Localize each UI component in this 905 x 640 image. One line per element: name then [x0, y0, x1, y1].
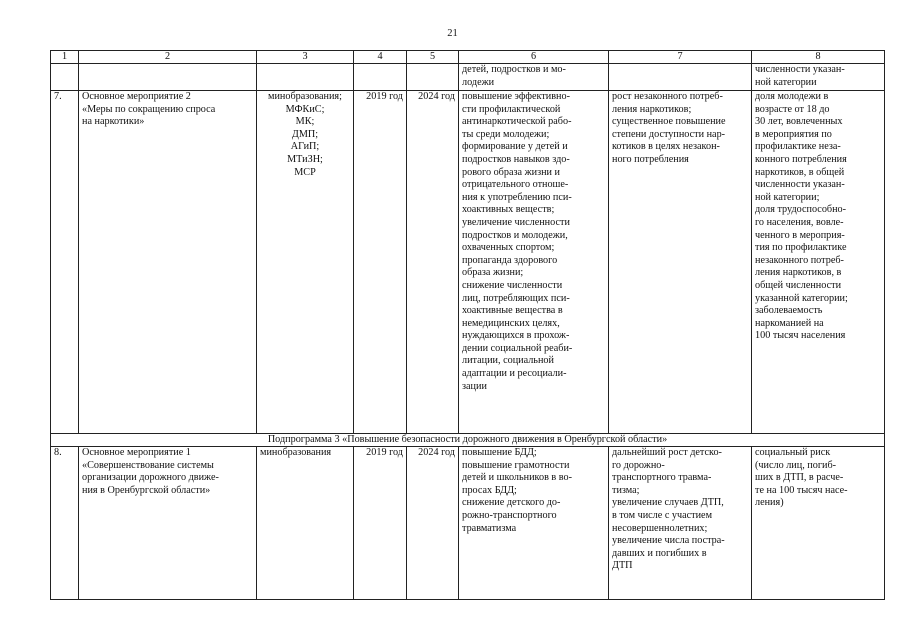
- cell-text-line: повышение эффективно-: [462, 91, 570, 102]
- cell-text-line: заболеваемость: [755, 305, 823, 317]
- cell-text-line: адаптации и ресоциали-: [462, 368, 567, 380]
- cell-text-line: пропаганда здорового: [462, 254, 558, 266]
- cell-text-line: охваченных спортом;: [462, 242, 555, 254]
- executors-cell: [257, 91, 354, 434]
- cell-text-line: ДТП: [612, 560, 633, 572]
- cell-text-line: литации, социальной: [462, 355, 554, 367]
- column-number: 2: [79, 51, 257, 64]
- measure-name-cell: [79, 91, 257, 434]
- cell-text-line: МФКиС;: [285, 103, 325, 115]
- executors-cell: [257, 447, 354, 600]
- cell-text-line: численности указан-: [755, 179, 845, 191]
- row-number: 7.: [51, 91, 79, 434]
- results-cell: [459, 91, 609, 434]
- row-number: 8.: [51, 447, 79, 600]
- cell-text-line: в мероприятия по: [755, 128, 832, 140]
- column-number-row: [51, 51, 885, 64]
- cell-text-line: снижение детского до-: [462, 497, 561, 509]
- cell-text-line: Основное мероприятие 2: [82, 91, 191, 102]
- cell-text-line: зации: [462, 380, 487, 392]
- table-row: [51, 447, 885, 600]
- cell-text-line: конного потребления: [755, 153, 847, 165]
- cell-text-line: тия по профилактике: [755, 242, 847, 254]
- cell-text-line: доля трудоспособно-: [755, 204, 847, 216]
- cell-text-line: лодежи: [462, 76, 495, 88]
- cell-text-line: подростков и молодежи,: [462, 229, 568, 241]
- program-table: [50, 50, 885, 600]
- cell-text-line: сти профилактической: [462, 103, 561, 115]
- cell-text-line: существенное повышение: [612, 116, 726, 128]
- cell-text-line: МК;: [295, 116, 315, 128]
- cell-text-line: го дорожно-: [612, 459, 665, 471]
- cell-text-line: отрицательного отноше-: [462, 179, 569, 191]
- cell-text-line: лиц, потребляющих пси-: [462, 292, 570, 304]
- consequences-cell: [609, 91, 752, 434]
- cell-text-line: нуждающихся в прохож-: [462, 330, 570, 342]
- column-number: 3: [257, 51, 354, 64]
- cell-text-line: антинаркотической рабо-: [462, 116, 572, 128]
- continuation-indicators-cell: [752, 64, 885, 91]
- cell-text-line: ного потребления: [612, 153, 689, 165]
- cell-text-line: давших и погибших в: [612, 547, 707, 559]
- cell-text-line: дальнейший рост детско-: [612, 447, 722, 458]
- cell-text-line: ния в Оренбургской области»: [82, 484, 211, 496]
- cell-text-line: ДМП;: [291, 128, 319, 140]
- cell-text-line: тизма;: [612, 484, 640, 496]
- column-number: 1: [51, 51, 79, 64]
- cell-text-line: (число лиц, погиб-: [755, 459, 837, 471]
- subprogram-row: [51, 434, 885, 447]
- cell-text-line: ления наркотиков;: [612, 103, 692, 115]
- cell-text-line: рожно-транспортного: [462, 509, 557, 521]
- cell-text-line: минобразования;: [268, 91, 342, 102]
- continuation-row: [51, 64, 885, 91]
- cell-text-line: организации дорожного движе-: [82, 472, 219, 484]
- cell-text-line: котиков в целях незакон-: [612, 141, 720, 153]
- cell-text-line: го населения, вовле-: [755, 216, 844, 228]
- end-year-cell: 2024 год: [407, 91, 459, 434]
- results-cell: [459, 447, 609, 600]
- table-row: [51, 91, 885, 434]
- cell-text-line: профилактике неза-: [755, 141, 841, 153]
- cell-text-line: рост незаконного потреб-: [612, 91, 723, 102]
- column-number: 4: [354, 51, 407, 64]
- cell-text-line: степени доступности нар-: [612, 128, 726, 140]
- cell-text-line: детей и школьников в во-: [462, 472, 573, 484]
- start-year-cell: 2019 год: [354, 447, 407, 600]
- cell-text-line: дении социальной реаби-: [462, 342, 573, 354]
- cell-text-line: хоактивных веществ;: [462, 204, 555, 216]
- cell-text-line: рового образа жизни и: [462, 166, 560, 178]
- cell-text-line: общей численности: [755, 279, 842, 291]
- cell-text-line: немедицинских целях,: [462, 317, 560, 329]
- column-number: 5: [407, 51, 459, 64]
- cell-text-line: детей, подростков и мо-: [462, 64, 566, 75]
- cell-text-line: 100 тысяч населения: [755, 330, 846, 342]
- cell-text-line: ления наркотиков, в: [755, 267, 842, 279]
- cell-text-line: «Меры по сокращению спроса: [82, 103, 216, 115]
- cell-text-line: повышение БДД;: [462, 447, 537, 458]
- page-number: 21: [447, 28, 458, 39]
- cell-text-line: на наркотики»: [82, 116, 145, 128]
- cell-text-line: указанной категории;: [755, 292, 848, 304]
- cell-text-line: травматизма: [462, 522, 517, 534]
- cell-text-line: ной категории;: [755, 191, 820, 203]
- start-year-cell: 2019 год: [354, 91, 407, 434]
- continuation-results-cell: [459, 64, 609, 91]
- cell-text-line: 30 лет, вовлеченных: [755, 116, 843, 128]
- cell-text-line: ченного в мероприя-: [755, 229, 845, 241]
- end-year-cell: 2024 год: [407, 447, 459, 600]
- indicators-cell: [752, 447, 885, 600]
- cell-text-line: образа жизни;: [462, 267, 524, 279]
- cell-text-line: увеличение числа постра-: [612, 535, 725, 547]
- cell-text-line: увеличение случаев ДТП,: [612, 497, 724, 509]
- cell-text-line: «Совершенствование системы: [82, 459, 214, 471]
- cell-text-line: доля молодежи в: [755, 91, 829, 102]
- cell-text-line: транспортного травма-: [612, 472, 712, 484]
- cell-text-line: социальный риск: [755, 447, 831, 458]
- indicators-cell: [752, 91, 885, 434]
- cell-text-line: незаконного потреб-: [755, 254, 844, 266]
- cell-text-line: ния к употреблению пси-: [462, 191, 572, 203]
- cell-text-line: возрасте от 18 до: [755, 103, 830, 115]
- cell-text-line: ших в ДТП, в расче-: [755, 472, 844, 484]
- cell-text-line: наркотиков, в общей: [755, 166, 845, 178]
- cell-text-line: в том числе с участием: [612, 509, 713, 521]
- column-number: 6: [459, 51, 609, 64]
- cell-text-line: ной категории: [755, 76, 817, 88]
- cell-text-line: МСР: [294, 166, 316, 178]
- cell-text-line: АГиП;: [290, 141, 320, 153]
- consequences-cell: [609, 447, 752, 600]
- subprogram-title: Подпрограмма 3 «Повышение безопасности дорожного движения в Оренбургской области»: [51, 434, 885, 447]
- cell-text-line: МТиЗН;: [287, 153, 323, 165]
- cell-text-line: ления): [755, 497, 784, 509]
- measure-name-cell: [79, 447, 257, 600]
- cell-text-line: подростков навыков здо-: [462, 153, 570, 165]
- cell-text-line: ты среди молодежи;: [462, 128, 550, 140]
- cell-text-line: снижение численности: [462, 279, 563, 291]
- cell-text-line: несовершеннолетних;: [612, 522, 708, 534]
- column-number: 7: [609, 51, 752, 64]
- cell-text-line: минобразования: [260, 447, 332, 458]
- cell-text-line: хоактивные вещества в: [462, 305, 563, 317]
- cell-text-line: просах БДД;: [462, 484, 517, 496]
- cell-text-line: Основное мероприятие 1: [82, 447, 191, 458]
- cell-text-line: повышение грамотности: [462, 459, 570, 471]
- cell-text-line: наркоманией на: [755, 317, 824, 329]
- cell-text-line: те на 100 тысяч насе-: [755, 484, 848, 496]
- cell-text-line: увеличение численности: [462, 216, 570, 228]
- cell-text-line: формирование у детей и: [462, 141, 568, 153]
- column-number: 8: [752, 51, 885, 64]
- cell-text-line: численности указан-: [755, 64, 845, 75]
